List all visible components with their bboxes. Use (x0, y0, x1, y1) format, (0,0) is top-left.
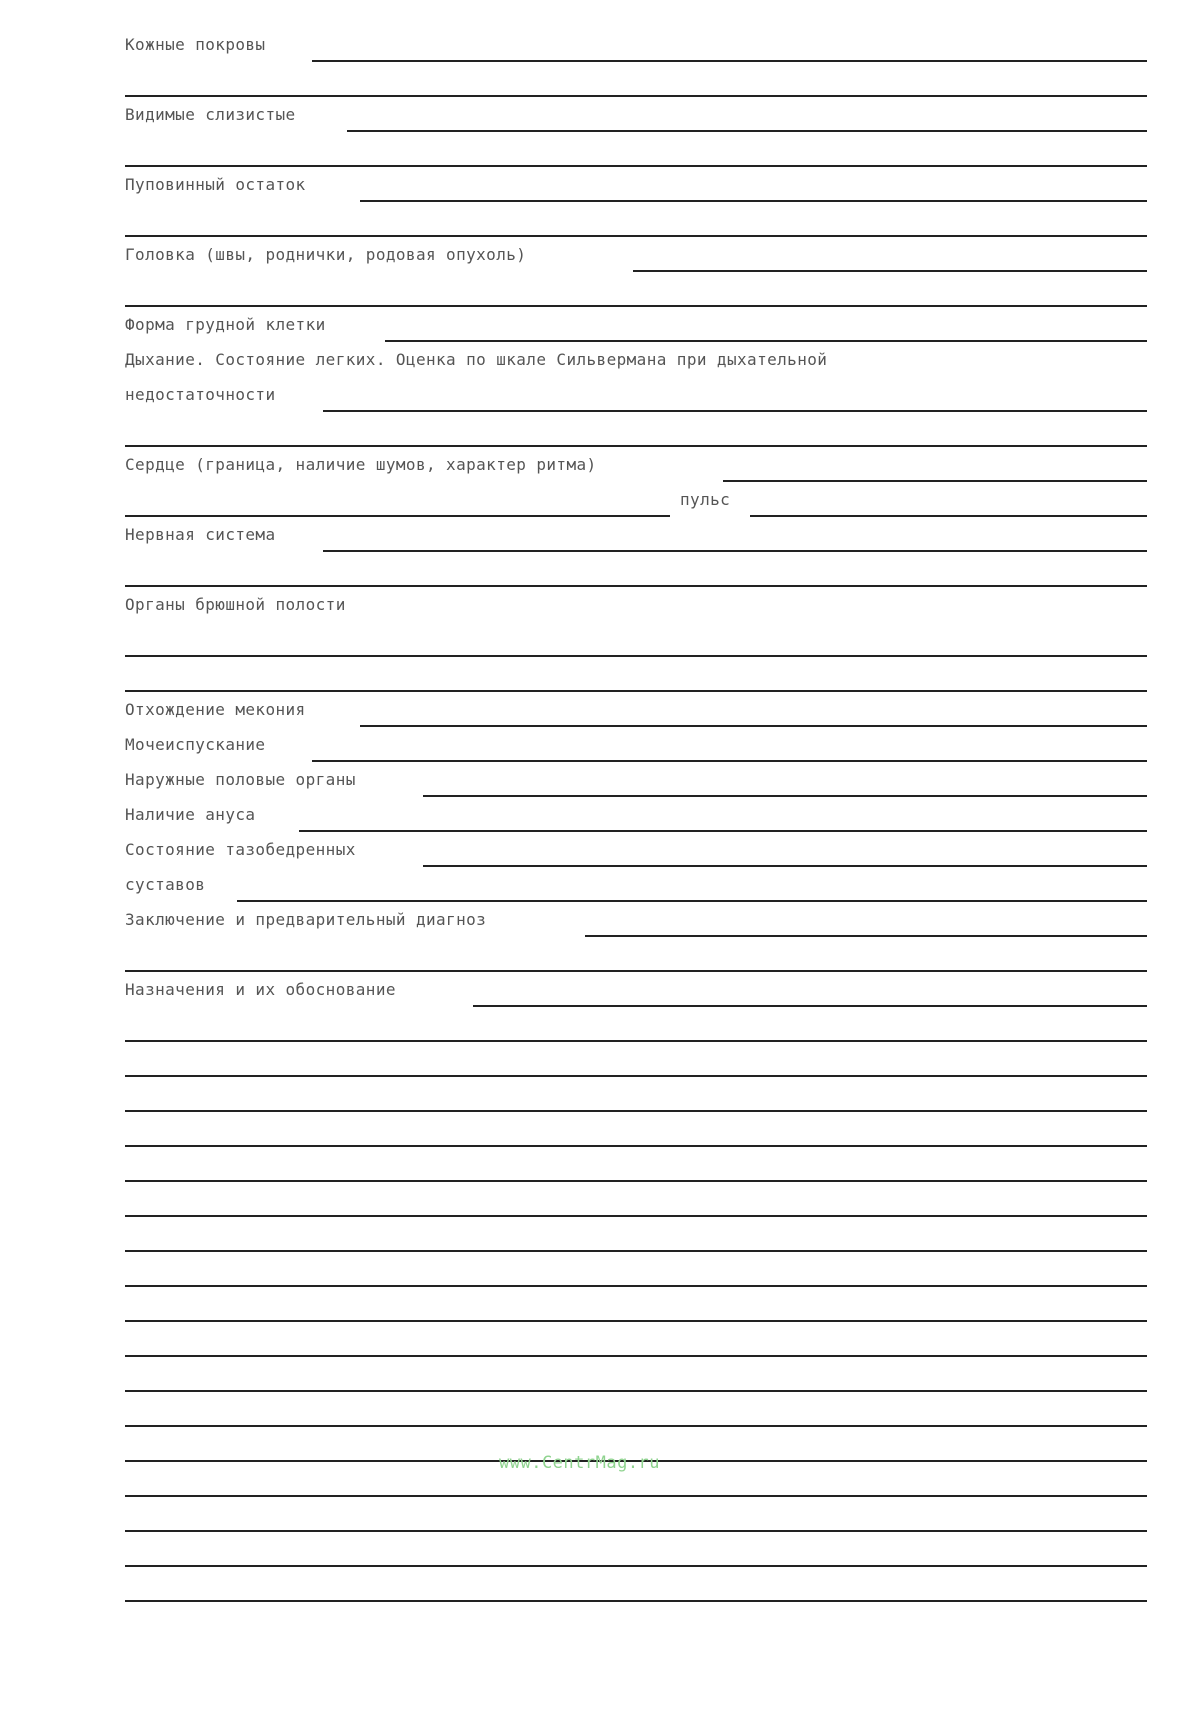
heart-label: Сердце (граница, наличие шумов, характер ритма) (125, 455, 597, 474)
blank-line[interactable] (125, 1357, 1147, 1392)
watermark: www.CentrMag.ru (499, 1453, 661, 1473)
blank-line[interactable] (125, 1217, 1147, 1252)
blank-line[interactable] (125, 1112, 1147, 1147)
blank-line[interactable] (125, 657, 1147, 692)
blank-line[interactable] (125, 412, 1147, 447)
blank-line[interactable] (125, 1182, 1147, 1217)
genitals-label: Наружные половые органы (125, 770, 356, 789)
hips-label-line2: суставов (125, 875, 206, 894)
blank-line[interactable] (125, 1287, 1147, 1322)
abdomen-label: Органы брюшной полости (125, 595, 346, 614)
head-field[interactable] (125, 237, 1147, 272)
breathing-label-line2: недостаточности (125, 385, 276, 404)
skin-field[interactable] (125, 0, 1147, 62)
blank-line[interactable] (125, 202, 1147, 237)
mucosa-label: Видимые слизистые (125, 105, 296, 124)
examination-form (125, 0, 1147, 1602)
head-label: Головка (швы, роднички, родовая опухоль) (125, 245, 527, 264)
anus-field[interactable] (125, 797, 1147, 832)
breathing-heading (125, 342, 1147, 377)
blank-line[interactable] (125, 1252, 1147, 1287)
breathing-field[interactable] (125, 377, 1147, 412)
skin-label: Кожные покровы (125, 35, 266, 54)
chest-shape-label: Форма грудной клетки (125, 315, 326, 334)
blank-line[interactable] (125, 1497, 1147, 1532)
umbilical-label: Пуповинный остаток (125, 175, 306, 194)
blank-line[interactable] (125, 1007, 1147, 1042)
chest-shape-field[interactable] (125, 307, 1147, 342)
blank-line[interactable] (125, 132, 1147, 167)
meconium-field[interactable] (125, 692, 1147, 727)
blank-line[interactable] (125, 1077, 1147, 1112)
prescriptions-label: Назначения и их обоснование (125, 980, 396, 999)
blank-line[interactable] (125, 937, 1147, 972)
blank-line[interactable] (125, 62, 1147, 97)
blank-line[interactable] (125, 1392, 1147, 1427)
nervous-field[interactable] (125, 517, 1147, 552)
umbilical-field[interactable] (125, 167, 1147, 202)
blank-line[interactable] (125, 272, 1147, 307)
conclusion-label: Заключение и предварительный диагноз (125, 910, 487, 929)
blank-line[interactable] (125, 1532, 1147, 1567)
blank-line[interactable] (125, 552, 1147, 587)
urination-label: Мочеиспускание (125, 735, 266, 754)
meconium-label: Отхождение мекония (125, 700, 306, 719)
hips-label-line1: Состояние тазобедренных (125, 840, 356, 859)
nervous-label: Нервная система (125, 525, 276, 544)
conclusion-field[interactable] (125, 902, 1147, 937)
heart-pulse-field[interactable] (125, 482, 1147, 517)
blank-line[interactable] (125, 1567, 1147, 1602)
blank-line[interactable] (125, 1322, 1147, 1357)
hips-field-continued[interactable] (125, 867, 1147, 902)
blank-line[interactable] (125, 1147, 1147, 1182)
breathing-label-line1: Дыхание. Состояние легких. Оценка по шкале Сильвермана при дыхательной (125, 350, 828, 369)
blank-line[interactable] (125, 1042, 1147, 1077)
mucosa-field[interactable] (125, 97, 1147, 132)
urination-field[interactable] (125, 727, 1147, 762)
prescriptions-field[interactable] (125, 972, 1147, 1007)
blank-line[interactable] (125, 622, 1147, 657)
genitals-field[interactable] (125, 762, 1147, 797)
pulse-label: пульс (680, 490, 731, 509)
abdomen-heading (125, 587, 1147, 622)
anus-label: Наличие ануса (125, 805, 256, 824)
hips-field[interactable] (125, 832, 1147, 867)
heart-field[interactable] (125, 447, 1147, 482)
